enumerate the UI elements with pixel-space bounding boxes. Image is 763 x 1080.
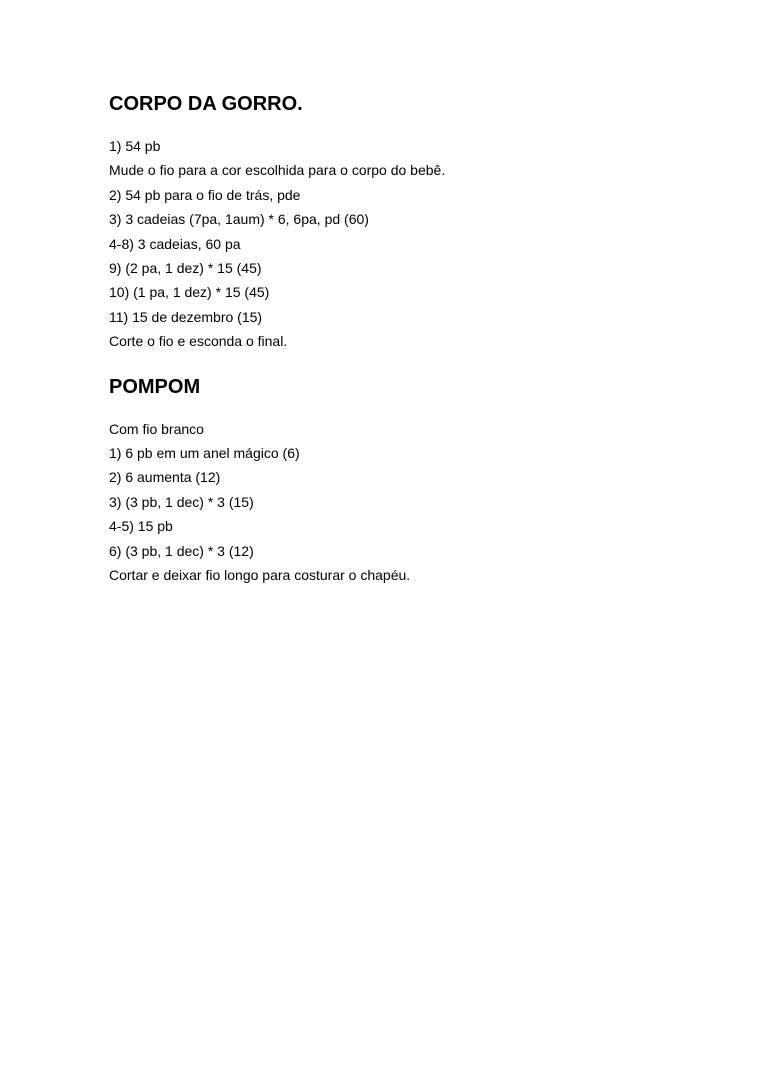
instruction-line: 3) 3 cadeias (7pa, 1aum) * 6, 6pa, pd (60) (109, 211, 369, 228)
section-body-pompom (109, 417, 709, 588)
instruction-line: 4-8) 3 cadeias, 60 pa (109, 235, 241, 252)
instruction-line: Corte o fio e esconda o final. (109, 333, 288, 350)
instruction-line: 2) 54 pb para o fio de trás, pde (109, 186, 301, 203)
instruction-line: Com fio branco (109, 420, 204, 437)
section-title-corpo-da-gorro: CORPO DA GORRO. (109, 93, 303, 115)
instruction-line: 6) (3 pb, 1 dec) * 3 (12) (109, 542, 254, 559)
document-page (109, 90, 709, 588)
instruction-line: 2) 6 aumenta (12) (109, 469, 221, 486)
instruction-line: 4-5) 15 pb (109, 518, 173, 535)
instruction-line: 1) 6 pb em um anel mágico (6) (109, 445, 300, 462)
section-title-pompom: POMPOM (109, 375, 201, 398)
instruction-line: Cortar e deixar fio longo para costurar o chapéu. (109, 567, 411, 584)
instruction-line: 3) (3 pb, 1 dec) * 3 (15) (109, 493, 254, 510)
instruction-line: 10) (1 pa, 1 dez) * 15 (45) (109, 284, 270, 301)
instruction-line: 11) 15 de dezembro (15) (109, 308, 263, 325)
instruction-line: 1) 54 pb (109, 138, 161, 154)
section-body-corpo-da-gorro (109, 134, 709, 354)
instruction-line: Mude o fio para a cor escolhida para o corpo do bebê. (109, 162, 446, 179)
instruction-line: 9) (2 pa, 1 dez) * 15 (45) (109, 260, 262, 277)
